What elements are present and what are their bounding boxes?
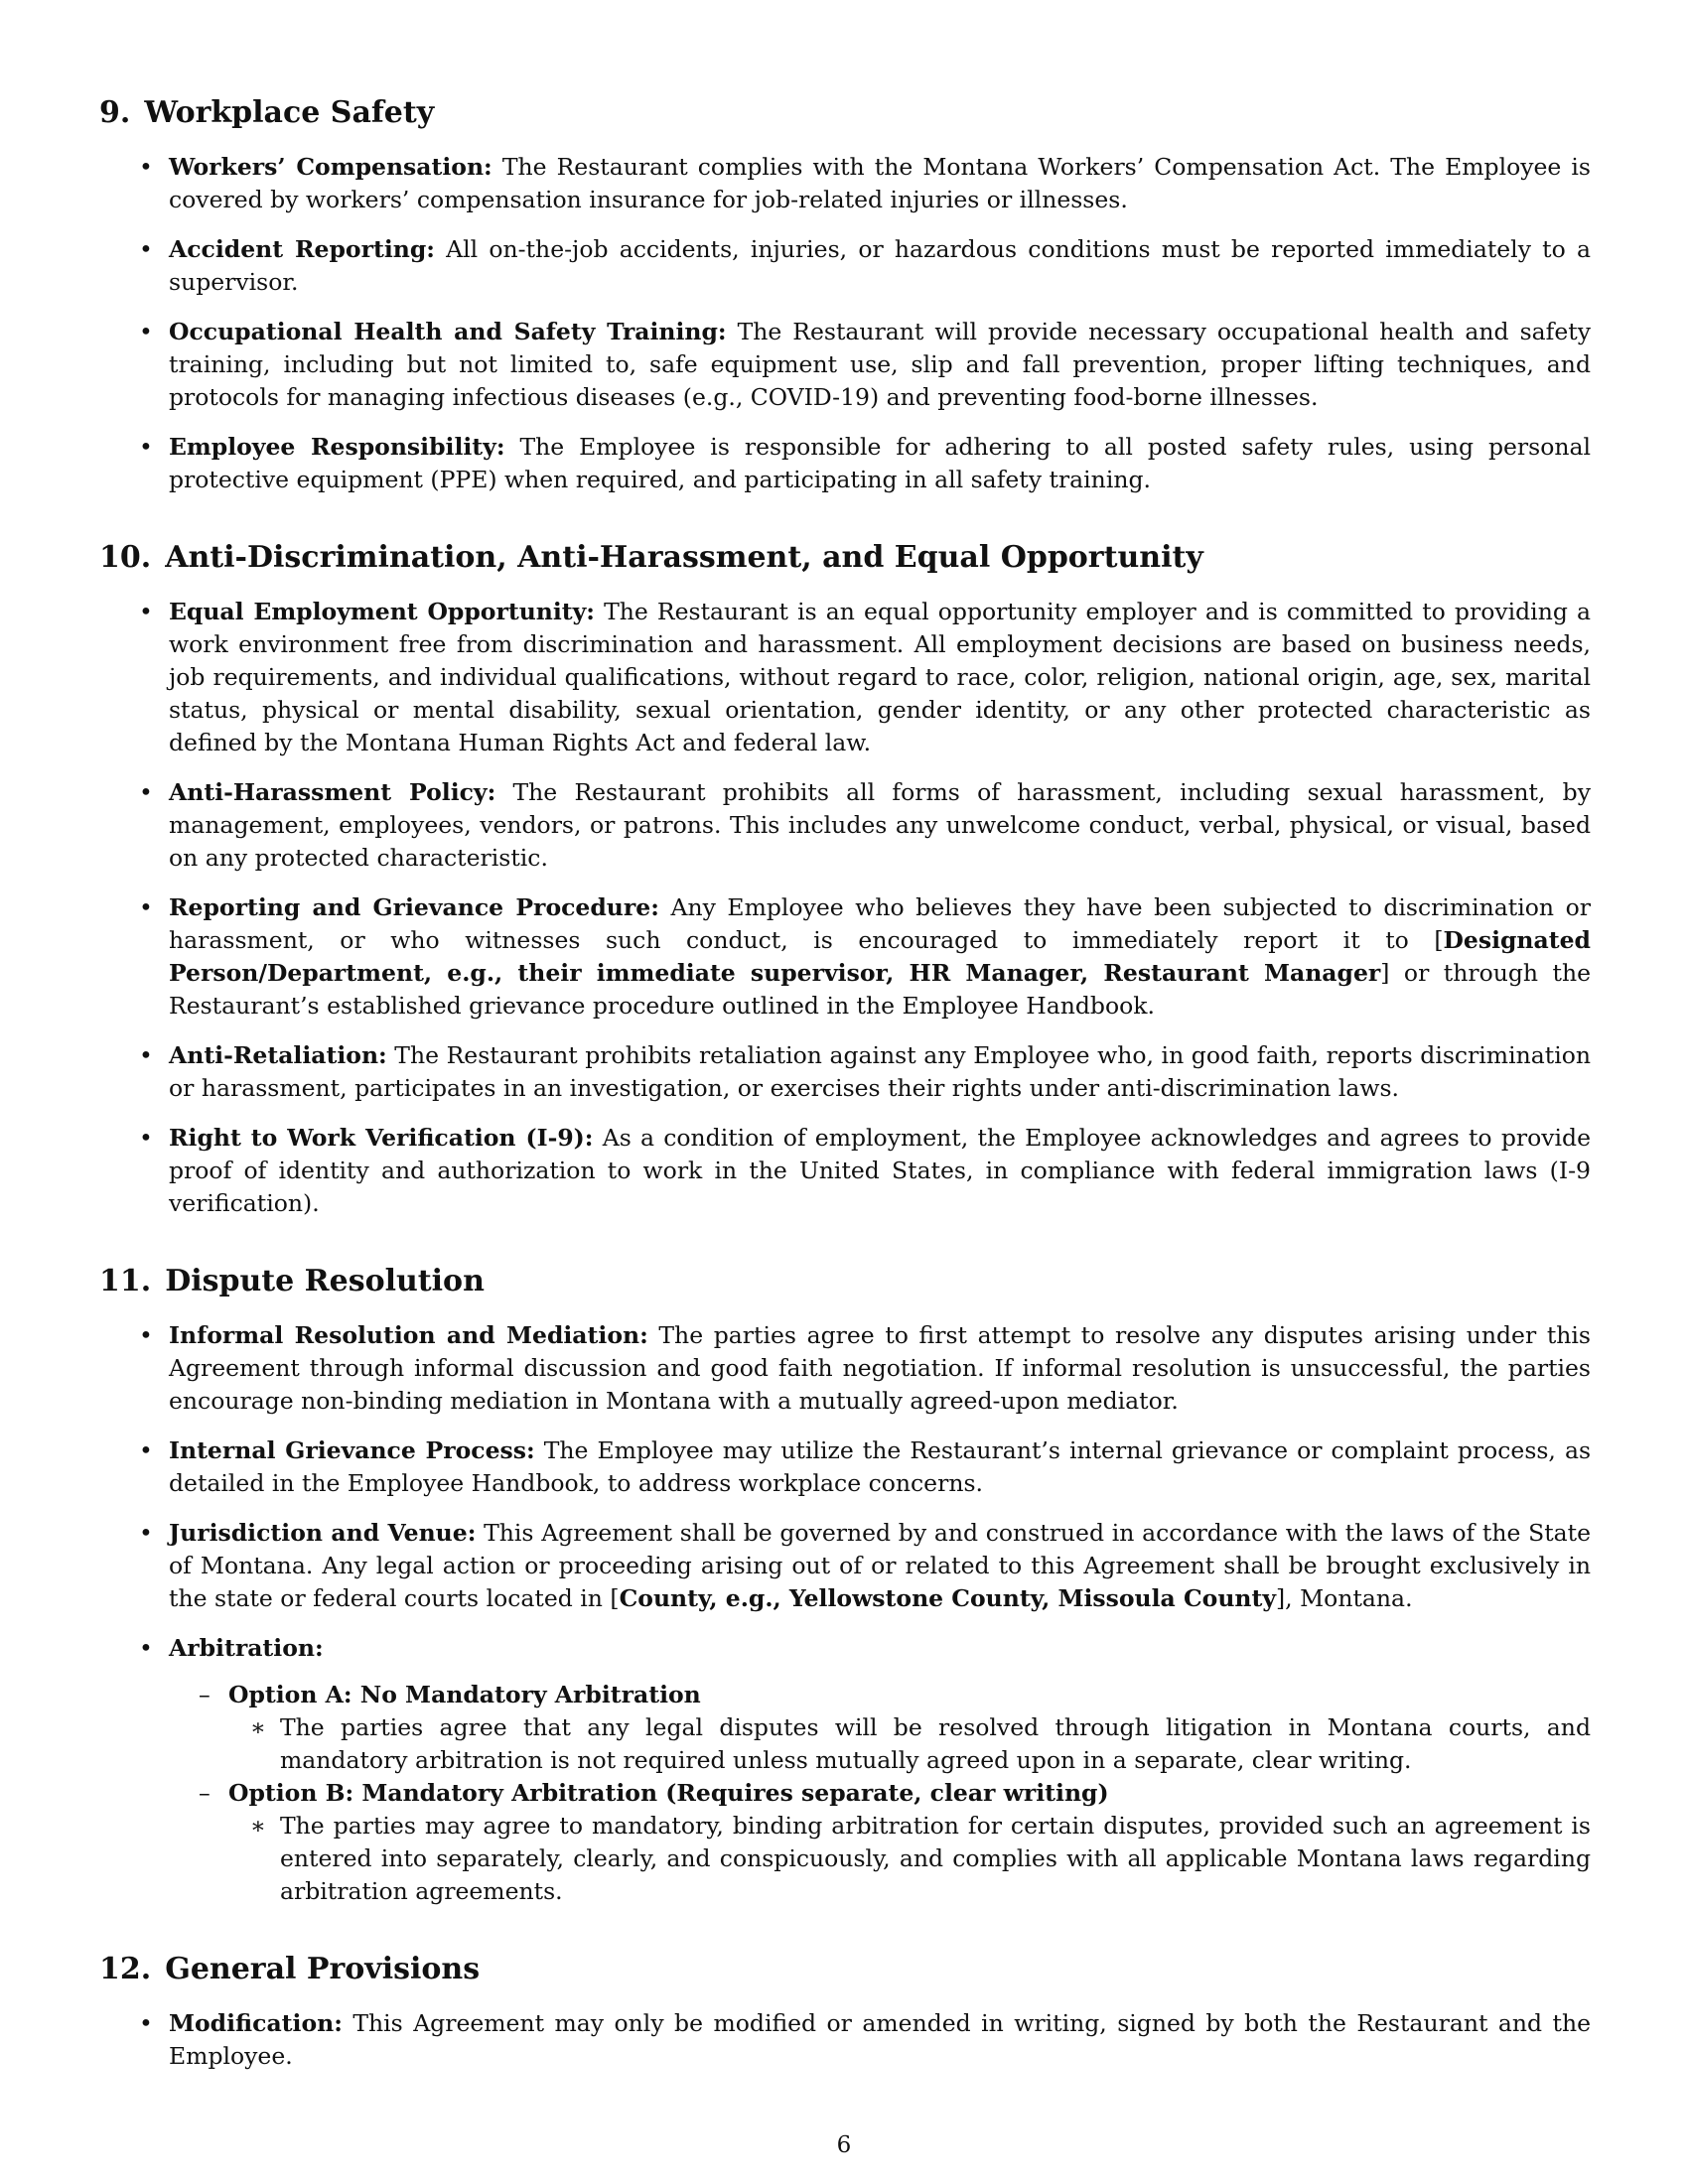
list-item [99, 1434, 1591, 1500]
item-label: Right to Work Verification (I-9): [169, 1124, 594, 1152]
section-general-provisions [99, 1952, 1591, 2073]
bullet-list [99, 2007, 1591, 2073]
item-label: Anti-Harassment Policy: [169, 778, 496, 806]
list-item [99, 596, 1591, 759]
item-label: Arbitration: [169, 1634, 324, 1662]
section-title: Anti-Discrimination, Anti-Harassment, and Equal Opportunity [165, 540, 1203, 575]
list-item [99, 1632, 1591, 1908]
dash-marker: – [199, 1681, 211, 1708]
star-marker: ∗ [250, 1812, 266, 1840]
item-text: The parties agree to first attempt to resolve any disputes arising under this Agreement through informal discussion and good faith negotiation. If informal resolution is unsuccessful, the parties encourage non-binding mediation in Montana with a mutually agreed-upon mediator. [169, 1321, 1591, 1415]
list-item [99, 776, 1591, 875]
list-item [99, 2007, 1591, 2073]
option-title: Option A: No Mandatory Arbitration [228, 1681, 701, 1708]
section-number: 12. [99, 1952, 152, 1986]
option-detail [228, 1810, 1591, 1908]
section-heading [99, 1264, 1591, 1299]
placeholder-text: Designated Person/Department, e.g., their immediate supervisor, HR Manager, Restaurant Manager [169, 926, 1591, 987]
section-heading [99, 540, 1591, 576]
section-title: Workplace Safety [144, 95, 435, 130]
item-text: This Agreement may only be modified or amended in writing, signed by both the Restaurant and the Employee. [169, 2009, 1591, 2070]
list-item [99, 316, 1591, 414]
item-text: The Restaurant complies with the Montana Workers’ Compensation Act. The Employee is covered by workers’ compensation insurance for job-related injuries or illnesses. [169, 153, 1591, 213]
list-item [99, 431, 1591, 496]
list-item [99, 233, 1591, 299]
item-text: Any Employee who believes they have been subjected to discrimination or harassment, or who witnesses such conduct, is encouraged to immediately report it to [ [169, 893, 1591, 954]
dash-marker: – [199, 1779, 211, 1807]
item-text: The Restaurant prohibits all forms of harassment, including sexual harassment, by management, employees, vendors, or patrons. This includes any unwelcome conduct, verbal, physical, or visual, based on any protected characteristic. [169, 778, 1591, 872]
section-dispute-resolution [99, 1264, 1591, 1908]
bullet-list [99, 1319, 1591, 1908]
item-label: Employee Responsibility: [169, 433, 505, 461]
item-text: The Restaurant will provide necessary occupational health and safety training, including but not limited to, safe equipment use, slip and fall prevention, proper lifting techniques, and protocols for managing infectious diseases (e.g., COVID-19) and preventing food-borne illnesses. [169, 318, 1591, 411]
document-page [99, 95, 1591, 2116]
option-text: The parties may agree to mandatory, binding arbitration for certain disputes, provided such an agreement is entered into separately, clearly, and conspicuously, and complies with all applicable Montana laws regarding arbitration agreements. [280, 1812, 1591, 1905]
bullet-list [99, 596, 1591, 1220]
section-number: 9. [99, 95, 131, 130]
item-label: Jurisdiction and Venue: [169, 1519, 477, 1547]
list-item [99, 1039, 1591, 1105]
option-text: The parties agree that any legal disputes will be resolved through litigation in Montana courts, and mandatory arbitration is not required unless mutually agreed upon in a separate, clear writing. [280, 1713, 1591, 1774]
section-title: Dispute Resolution [165, 1264, 485, 1298]
section-title: General Provisions [165, 1952, 481, 1986]
arbitration-options [169, 1679, 1591, 1908]
item-label: Internal Grievance Process: [169, 1436, 535, 1464]
option-item [169, 1679, 1591, 1777]
section-anti-discrimination [99, 540, 1591, 1220]
option-details [228, 1711, 1591, 1777]
item-text: All on-the-job accidents, injuries, or hazardous conditions must be reported immediately to a supervisor. [169, 235, 1591, 296]
list-item [99, 151, 1591, 216]
item-text: As a condition of employment, the Employee acknowledges and agrees to provide proof of identity and authorization to work in the United States, in compliance with federal immigration laws (I-9 verification). [169, 1124, 1591, 1217]
option-details [228, 1810, 1591, 1908]
item-text: ], Montana. [1276, 1584, 1413, 1612]
list-item [99, 891, 1591, 1023]
section-number: 11. [99, 1264, 152, 1298]
section-workplace-safety [99, 95, 1591, 496]
item-text: The Restaurant is an equal opportunity employer and is committed to providing a work environment free from discrimination and harassment. All employment decisions are based on business needs, job requirements, and individual qualifications, without regard to race, color, religion, national origin, age, sex, marital status, physical or mental disability, sexual orientation, gender identity, or any other protected characteristic as defined by the Montana Human Rights Act and federal law. [169, 598, 1591, 756]
item-label: Equal Employment Opportunity: [169, 598, 595, 625]
section-heading [99, 1952, 1591, 1987]
item-label: Informal Resolution and Mediation: [169, 1321, 648, 1349]
placeholder-text: County, e.g., Yellowstone County, Missoula County [619, 1584, 1277, 1612]
item-label: Reporting and Grievance Procedure: [169, 893, 659, 921]
section-number: 10. [99, 540, 152, 575]
option-detail [228, 1711, 1591, 1777]
bullet-list [99, 151, 1591, 496]
option-item [169, 1777, 1591, 1908]
list-item [99, 1122, 1591, 1220]
item-text: The Employee is responsible for adhering to all posted safety rules, using personal protective equipment (PPE) when required, and participating in all safety training. [169, 433, 1592, 493]
item-text: The Employee may utilize the Restaurant’s internal grievance or complaint process, as detailed in the Employee Handbook, to address workplace concerns. [169, 1436, 1592, 1497]
section-heading [99, 95, 1591, 131]
star-marker: ∗ [250, 1713, 266, 1741]
item-text: The Restaurant prohibits retaliation against any Employee who, in good faith, reports discrimination or harassment, participates in an investigation, or exercises their rights under anti-discrimination laws. [169, 1041, 1591, 1102]
page-number: 6 [836, 2132, 852, 2158]
item-label: Occupational Health and Safety Training: [169, 318, 727, 345]
item-text: This Agreement shall be governed by and construed in accordance with the laws of the State of Montana. Any legal action or proceeding arising out of or related to this Agreement shall be brought exclusively in the state or federal courts located in [ [169, 1519, 1591, 1612]
list-item [99, 1517, 1591, 1615]
item-text: ] or through the Restaurant’s established grievance procedure outlined in the Employee Handbook. [169, 959, 1591, 1020]
list-item [99, 1319, 1591, 1418]
item-label: Accident Reporting: [169, 235, 435, 263]
item-label: Anti-Retaliation: [169, 1041, 387, 1069]
item-label: Workers’ Compensation: [169, 153, 492, 181]
option-title: Option B: Mandatory Arbitration (Requires separate, clear writing) [228, 1779, 1109, 1807]
item-label: Modification: [169, 2009, 343, 2037]
